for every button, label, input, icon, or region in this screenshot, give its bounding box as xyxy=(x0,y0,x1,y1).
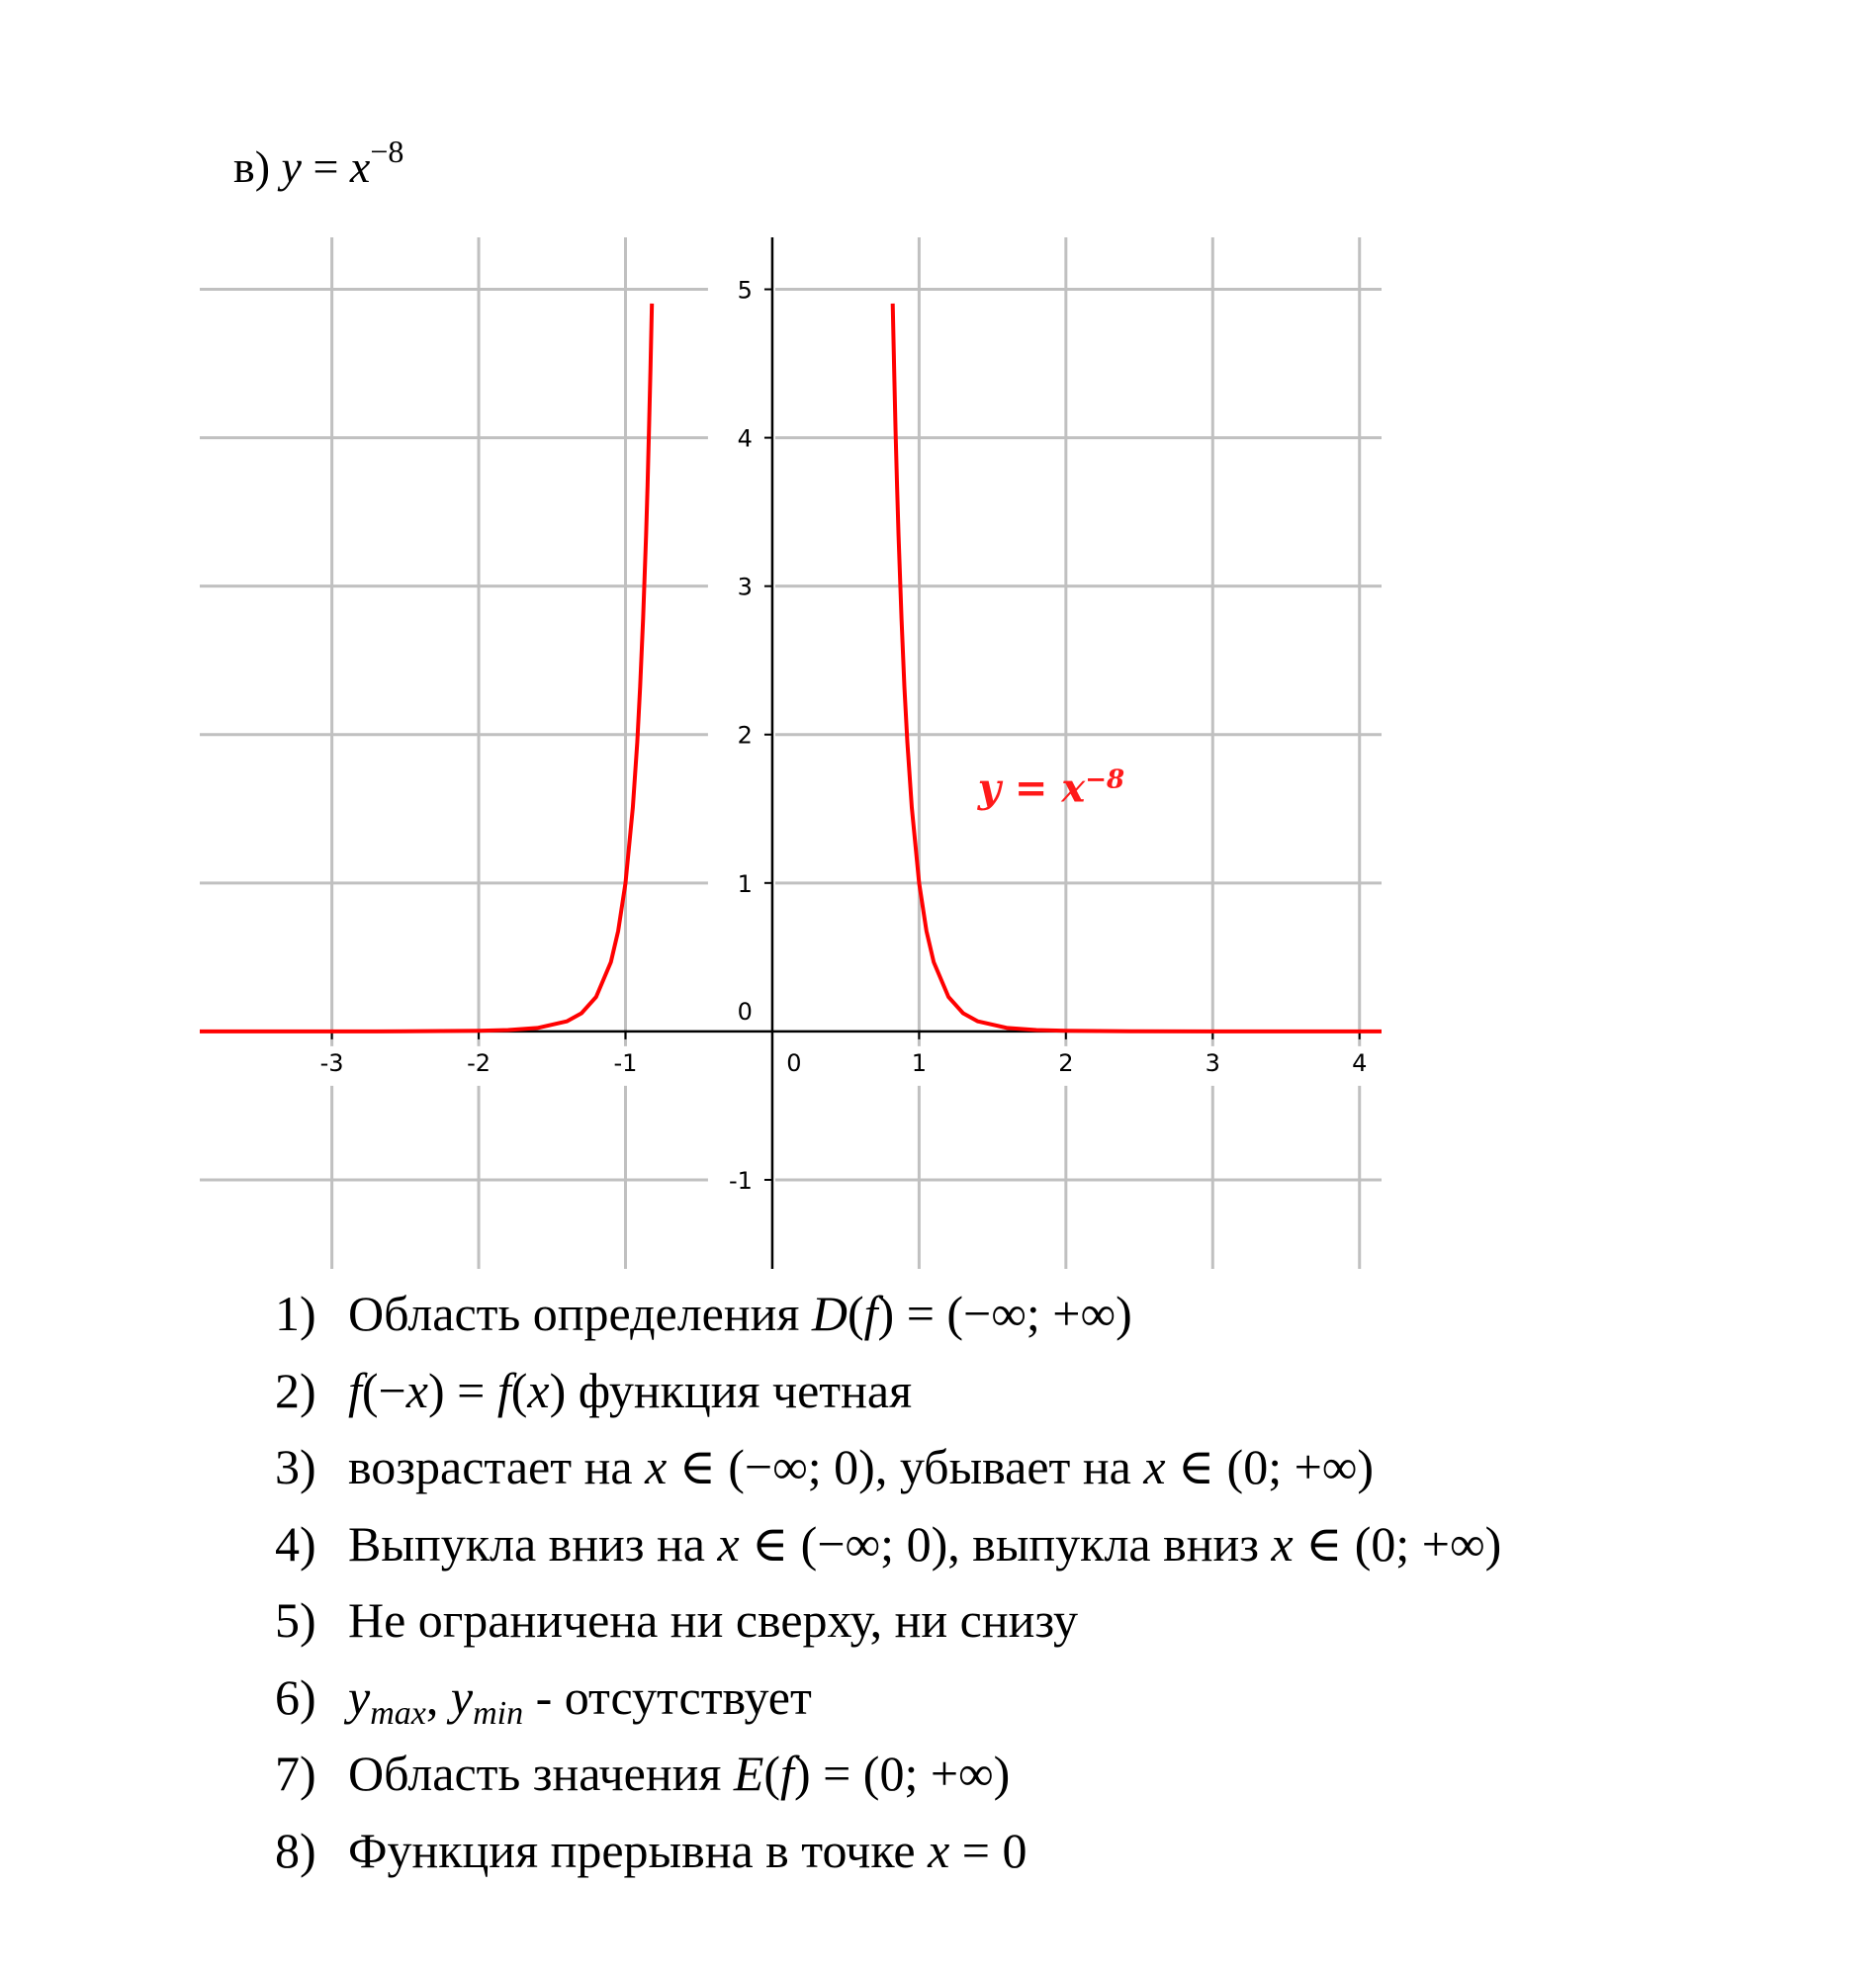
math-symbol: x xyxy=(645,1439,668,1494)
property-item xyxy=(275,1813,1501,1890)
math-subscript: max xyxy=(370,1694,426,1732)
property-number: 2) xyxy=(275,1362,316,1418)
heading-prefix: в) xyxy=(233,141,271,192)
y-tick-label: 3 xyxy=(737,573,753,601)
property-text: ) функция четная xyxy=(549,1362,913,1418)
property-text: Выпукла вниз на xyxy=(348,1515,718,1572)
x-tick-label: 0 xyxy=(786,1048,802,1077)
property-item xyxy=(275,1429,1501,1506)
y-tick-label: -1 xyxy=(729,1166,753,1195)
property-number: 3) xyxy=(275,1439,316,1494)
math-subscript: min xyxy=(473,1694,524,1732)
property-item xyxy=(275,1736,1501,1813)
properties-list xyxy=(275,1276,1501,1889)
math-symbol: f xyxy=(780,1746,794,1801)
property-text: = 0 xyxy=(949,1822,1027,1878)
curve-branch-2 xyxy=(893,304,1382,1032)
property-item xyxy=(275,1506,1501,1583)
property-text: Область значения xyxy=(348,1746,734,1801)
math-symbol: x xyxy=(1143,1439,1166,1494)
x-tick-label: -1 xyxy=(613,1048,638,1077)
x-tick-label: 1 xyxy=(911,1048,928,1077)
property-text: , xyxy=(425,1668,451,1725)
math-symbol: x xyxy=(928,1822,950,1878)
x-tick-label: 3 xyxy=(1205,1048,1220,1077)
heading-exponent: −8 xyxy=(370,134,404,169)
property-text: Функция прерывна в точке xyxy=(348,1822,929,1878)
y-tick-label: 4 xyxy=(737,424,753,453)
y-tick-label: 0 xyxy=(737,997,753,1026)
y-tick-label: 2 xyxy=(737,721,753,750)
math-symbol: x xyxy=(1271,1515,1294,1572)
property-text: Область определения xyxy=(348,1286,812,1341)
property-item xyxy=(275,1276,1501,1353)
curve-label xyxy=(977,764,1124,811)
property-text: ∈ (0; +∞) xyxy=(1165,1439,1375,1494)
axes xyxy=(200,237,1382,1269)
x-tick-label: -3 xyxy=(319,1048,344,1077)
curve-branch-1 xyxy=(200,304,652,1032)
math-symbol: f xyxy=(863,1286,878,1341)
property-number: 4) xyxy=(275,1515,316,1572)
y-tick-label: 1 xyxy=(737,869,753,898)
property-number: 5) xyxy=(275,1592,316,1648)
y-tick-label: 5 xyxy=(737,276,753,305)
property-item xyxy=(275,1582,1501,1660)
property-text: ( xyxy=(510,1362,528,1418)
math-symbol: x xyxy=(527,1362,550,1418)
property-text: Не ограничена ни сверху, ни снизу xyxy=(348,1592,1079,1648)
property-number: 1) xyxy=(275,1286,316,1341)
property-number: 6) xyxy=(275,1668,316,1725)
property-number: 8) xyxy=(275,1822,316,1878)
math-symbol: x xyxy=(405,1362,428,1418)
property-text: ) = (0; +∞) xyxy=(793,1746,1011,1801)
property-item xyxy=(275,1353,1501,1430)
property-text: ) = (−∞; +∞) xyxy=(877,1286,1132,1341)
property-text: ) = xyxy=(427,1362,497,1418)
heading-base: x xyxy=(349,141,371,192)
grid-lines xyxy=(200,237,1382,1269)
property-number: 7) xyxy=(275,1746,316,1801)
property-text: - отсутствует xyxy=(523,1668,812,1725)
x-tick-label: 2 xyxy=(1058,1048,1074,1077)
heading-lhs: y xyxy=(281,141,302,192)
heading-eq: = xyxy=(301,141,350,192)
property-text: ( xyxy=(763,1746,781,1801)
math-symbol: E xyxy=(733,1746,764,1801)
property-text: ∈ (0; +∞) xyxy=(1293,1515,1502,1572)
math-symbol: f xyxy=(496,1362,511,1418)
math-symbol: x xyxy=(717,1515,740,1572)
x-tick-label: -2 xyxy=(467,1048,491,1077)
property-text: (− xyxy=(361,1362,406,1418)
math-symbol: y xyxy=(348,1668,371,1725)
property-text: ( xyxy=(847,1286,864,1341)
x-tick-label: 4 xyxy=(1352,1048,1368,1077)
math-symbol: f xyxy=(348,1362,362,1418)
property-text: ∈ (−∞; 0), убывает на xyxy=(667,1439,1144,1494)
curve-label-text: y = x xyxy=(977,764,1086,812)
curve-label-exponent: −8 xyxy=(1085,764,1125,795)
math-symbol: D xyxy=(811,1286,848,1341)
property-text: возрастает на xyxy=(348,1439,646,1494)
curves xyxy=(200,304,1382,1032)
property-item xyxy=(275,1660,1501,1737)
math-symbol: y xyxy=(450,1668,474,1725)
property-text: ∈ (−∞; 0), выпукла вниз xyxy=(739,1515,1272,1572)
